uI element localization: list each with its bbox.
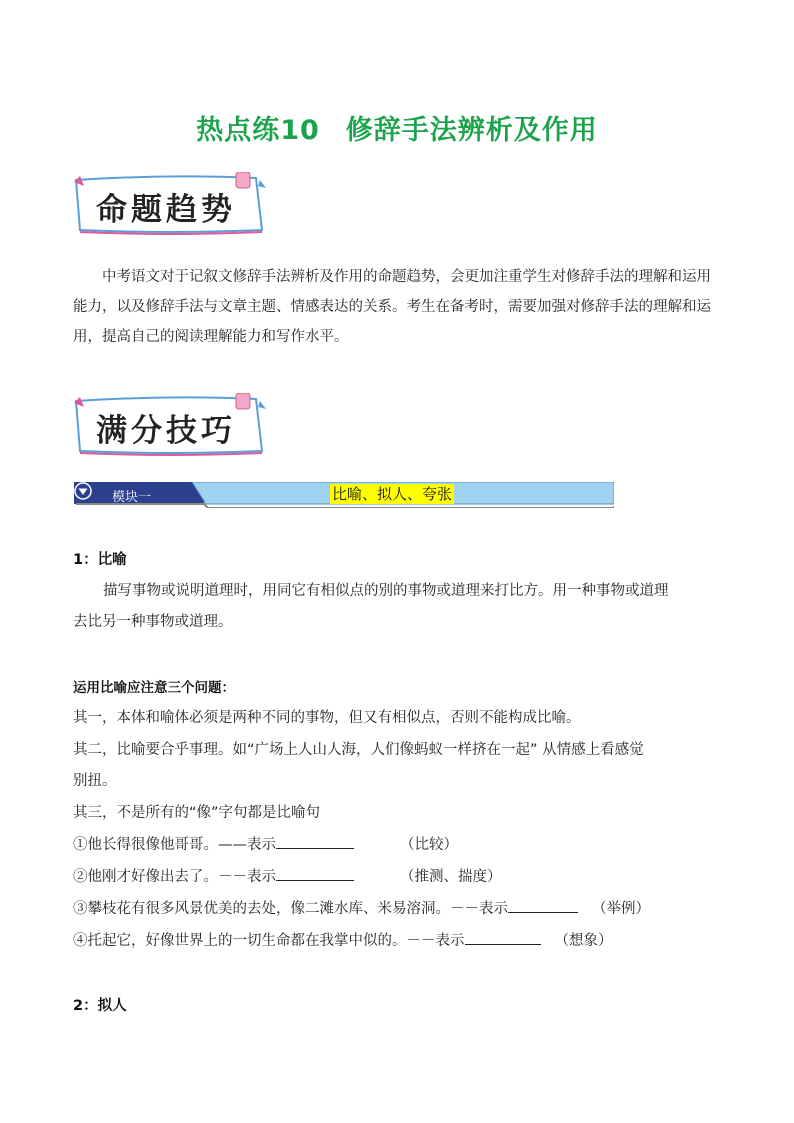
- module-topic: 比喻、拟人、夸张: [332, 485, 453, 503]
- example-4-note: （想象）: [554, 933, 613, 949]
- title-topic: 修辞手法辨析及作用: [345, 115, 598, 146]
- section-heading-personification: 2：拟人: [73, 998, 127, 1014]
- answer-blank-1[interactable]: [276, 834, 354, 849]
- example-4-text: ④托起它，好像世界上的一切生命都在我掌中似的。: [73, 933, 407, 949]
- example-2-text: ②他刚才好像出去了。: [73, 869, 218, 885]
- example-2-mid: －－表示: [218, 869, 276, 885]
- module-bar[interactable]: [74, 482, 614, 508]
- badge-label-skill: 满分技巧: [96, 413, 236, 449]
- note-3: 其三，不是所有的“像”字句都是比喻句: [73, 805, 321, 821]
- section-heading-metaphor: 1：比喻: [73, 552, 127, 568]
- example-1-text: ①他长得很像他哥哥。: [73, 837, 218, 853]
- example-1: [73, 833, 458, 854]
- example-3-mid: －－表示: [450, 901, 508, 917]
- example-3-text: ③攀枝花有很多风景优美的去处，像二滩水库、米易溶洞。: [73, 901, 450, 917]
- example-4: [73, 929, 613, 950]
- metaphor-definition-line-2: 去比另一种事物或道理。: [73, 614, 233, 630]
- section-badge-skill: [70, 393, 270, 457]
- badge-label-trend: 命题趋势: [96, 192, 236, 228]
- example-3: [73, 897, 650, 918]
- answer-blank-4[interactable]: [465, 930, 541, 945]
- example-3-note: （举例）: [592, 901, 650, 917]
- chevron-down-circle-icon[interactable]: [74, 482, 92, 500]
- title-number: 热点练10: [196, 115, 320, 146]
- example-1-note: （比较）: [400, 837, 458, 853]
- note-2-line-1: 其二，比喻要合乎事理。如“广场上人山人海，人们像蚂蚁一样挤在一起” 从情感上看感觉: [73, 742, 644, 758]
- notes-heading: 运用比喻应注意三个问题：: [73, 680, 235, 696]
- note-2-line-2: 别扭。: [73, 773, 117, 789]
- example-2: [73, 865, 502, 886]
- page-title: [0, 108, 794, 147]
- example-4-mid: －－表示: [406, 933, 465, 949]
- trend-paragraph: [73, 262, 723, 352]
- metaphor-definition-line-1: 描写事物或说明道理时，用同它有相似点的别的事物或道理来打比方。用一种事物或道理: [103, 583, 669, 599]
- section-badge-trend: [70, 172, 270, 236]
- module-label: 模块一: [112, 490, 152, 505]
- answer-blank-3[interactable]: [508, 898, 578, 913]
- note-1: 其一，本体和喻体必须是两种不同的事物，但又有相似点，否则不能构成比喻。: [73, 710, 581, 726]
- example-1-mid: ——表示: [218, 837, 276, 853]
- example-2-note: （推测、揣度）: [400, 869, 502, 885]
- trend-paragraph-text: 中考语文对于记叙文修辞手法辨析及作用的命题趋势，会更加注重学生对修辞手法的理解和运用能力，以及修辞手法与文章主题、情感表达的关系。考生在备考时，需要加强对修辞手法的理解和运用，提高自己的阅读理解能力和写作水平。: [73, 269, 711, 345]
- answer-blank-2[interactable]: [276, 866, 354, 881]
